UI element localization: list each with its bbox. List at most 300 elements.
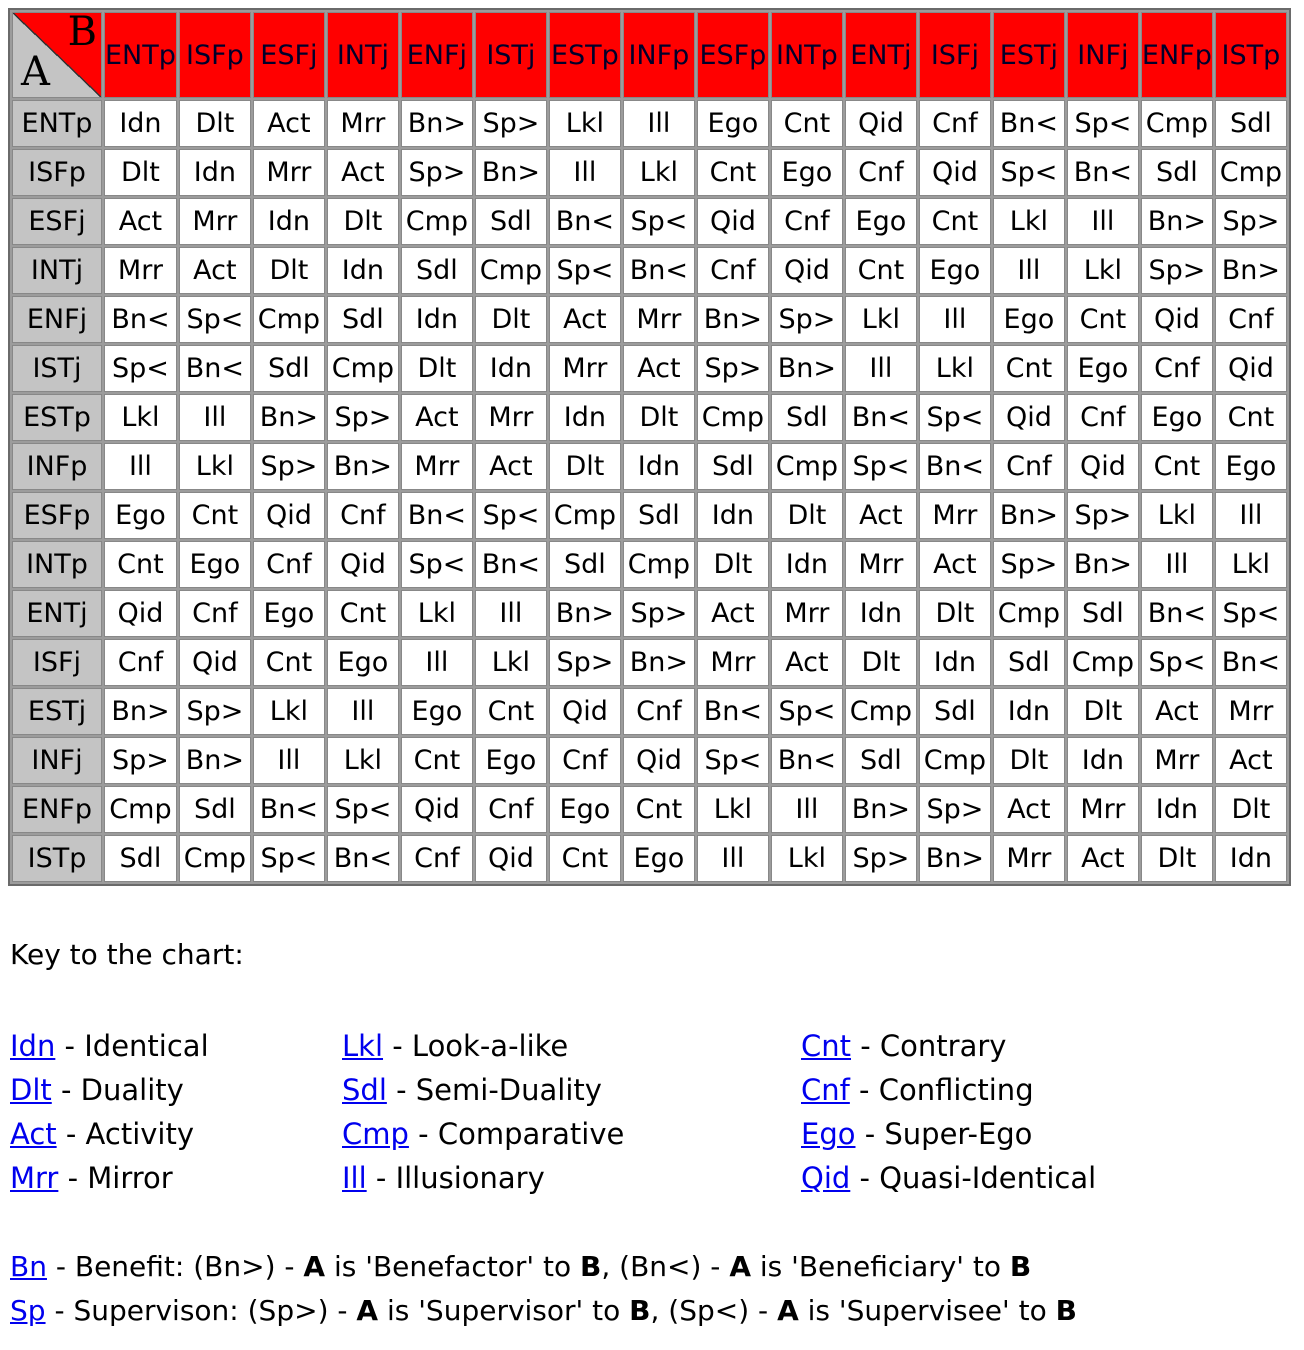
- key-link-sdl[interactable]: Sdl: [342, 1073, 387, 1107]
- note-text: - Supervison: (Sp>) -: [45, 1294, 357, 1327]
- relation-cell: Lkl: [1215, 541, 1287, 588]
- key-link-bn[interactable]: Bn: [10, 1250, 47, 1283]
- relation-cell: Sdl: [549, 541, 621, 588]
- relation-cell: Act: [327, 149, 399, 196]
- key-description: - Identical: [55, 1029, 209, 1063]
- role-letter: B: [1055, 1294, 1077, 1327]
- relation-cell: Sp>: [179, 688, 251, 735]
- relation-cell: Bn<: [845, 394, 917, 441]
- relation-cell: Mrr: [993, 835, 1065, 882]
- relation-cell: Qid: [623, 737, 695, 784]
- relation-cell: Cnf: [993, 443, 1065, 490]
- relation-cell: Lkl: [623, 149, 695, 196]
- relation-cell: Lkl: [919, 345, 991, 392]
- relation-cell: Bn>: [104, 688, 177, 735]
- relation-cell: Sp>: [919, 786, 991, 833]
- relation-cell: Bn>: [1215, 247, 1287, 294]
- relation-cell: Act: [993, 786, 1065, 833]
- relation-cell: Bn<: [253, 786, 325, 833]
- relation-cell: Cnf: [401, 835, 473, 882]
- relation-cell: Cnt: [179, 492, 251, 539]
- relation-cell: Sp>: [623, 590, 695, 637]
- column-header-row: [12, 12, 1287, 98]
- relation-cell: Sp<: [253, 835, 325, 882]
- relation-cell: Cnt: [697, 149, 769, 196]
- row-header-isfj: ISFj: [12, 639, 102, 686]
- relation-cell: Lkl: [549, 100, 621, 147]
- relation-cell: Sdl: [104, 835, 177, 882]
- relation-cell: Sp<: [475, 492, 547, 539]
- relation-cell: Idn: [993, 688, 1065, 735]
- relation-cell: Bn>: [475, 149, 547, 196]
- relation-cell: Ill: [1141, 541, 1213, 588]
- relation-cell: Lkl: [253, 688, 325, 735]
- table-row: [12, 786, 1287, 833]
- table-row: [12, 443, 1287, 490]
- relation-cell: Sp<: [401, 541, 473, 588]
- relation-cell: Cnt: [475, 688, 547, 735]
- relation-cell: Sp>: [845, 835, 917, 882]
- relation-cell: Sp>: [475, 100, 547, 147]
- relation-cell: Dlt: [845, 639, 917, 686]
- relation-cell: Cnf: [771, 198, 843, 245]
- column-header-isfj: ISFj: [919, 12, 991, 98]
- row-header-entj: ENTj: [12, 590, 102, 637]
- relation-cell: Ill: [179, 394, 251, 441]
- relation-cell: Idn: [327, 247, 399, 294]
- relation-cell: Dlt: [179, 100, 251, 147]
- relation-cell: Sdl: [919, 688, 991, 735]
- relation-cell: Ill: [549, 149, 621, 196]
- relation-cell: Bn>: [179, 737, 251, 784]
- key-link-mrr[interactable]: Mrr: [10, 1161, 59, 1195]
- key-link-qid[interactable]: Qid: [801, 1161, 851, 1195]
- relation-cell: Qid: [1067, 443, 1139, 490]
- column-header-estj: ESTj: [993, 12, 1065, 98]
- relation-cell: Qid: [327, 541, 399, 588]
- column-header-entp: ENTp: [104, 12, 177, 98]
- relation-cell: Sdl: [697, 443, 769, 490]
- relation-cell: Cnt: [919, 198, 991, 245]
- relation-cell: Qid: [1141, 296, 1213, 343]
- relation-cell: Act: [919, 541, 991, 588]
- relation-cell: Dlt: [549, 443, 621, 490]
- relation-cell: Cnt: [771, 100, 843, 147]
- relation-cell: Ego: [179, 541, 251, 588]
- relation-cell: Ego: [401, 688, 473, 735]
- table-row: [12, 737, 1287, 784]
- relation-cell: Ill: [993, 247, 1065, 294]
- key-description: - Illusionary: [366, 1161, 545, 1195]
- relation-cell: Sdl: [253, 345, 325, 392]
- relation-cell: Sdl: [993, 639, 1065, 686]
- relation-cell: Sp<: [993, 149, 1065, 196]
- key-link-cmp[interactable]: Cmp: [342, 1117, 409, 1151]
- relation-cell: Ill: [327, 688, 399, 735]
- relation-cell: Cnt: [253, 639, 325, 686]
- relation-cell: Ego: [919, 247, 991, 294]
- relation-cell: Idn: [845, 590, 917, 637]
- key-item: [342, 1068, 624, 1112]
- key-link-idn[interactable]: Idn: [10, 1029, 56, 1063]
- relation-cell: Cmp: [549, 492, 621, 539]
- relation-cell: Qid: [104, 590, 177, 637]
- key-item: [801, 1024, 1096, 1068]
- relation-cell: Cnf: [253, 541, 325, 588]
- relation-cell: Mrr: [401, 443, 473, 490]
- relation-cell: Bn<: [697, 688, 769, 735]
- relation-cell: Dlt: [253, 247, 325, 294]
- note-text: is 'Benefactor' to: [325, 1250, 580, 1283]
- corner-label-b: B: [67, 12, 97, 55]
- relation-cell: Sp>: [1067, 492, 1139, 539]
- key-item: [342, 1024, 624, 1068]
- relation-cell: Act: [179, 247, 251, 294]
- table-row: [12, 639, 1287, 686]
- relation-cell: Cmp: [771, 443, 843, 490]
- relation-cell: Ego: [1215, 443, 1287, 490]
- relation-cell: Sp<: [623, 198, 695, 245]
- relation-cell: Cmp: [1067, 639, 1139, 686]
- relation-cell: Qid: [549, 688, 621, 735]
- key-description: - Mirror: [58, 1161, 173, 1195]
- relation-cell: Cmp: [845, 688, 917, 735]
- note-text: is 'Beneficiary' to: [750, 1250, 1010, 1283]
- row-header-enfp: ENFp: [12, 786, 102, 833]
- relation-cell: Ego: [104, 492, 177, 539]
- relation-cell: Qid: [1215, 345, 1287, 392]
- relation-cell: Act: [623, 345, 695, 392]
- relation-cell: Mrr: [179, 198, 251, 245]
- relation-cell: Act: [475, 443, 547, 490]
- relation-cell: Sp>: [401, 149, 473, 196]
- relation-cell: Cnf: [1067, 394, 1139, 441]
- relation-cell: Sp<: [549, 247, 621, 294]
- relation-cell: Cnf: [919, 100, 991, 147]
- key-item: [801, 1156, 1096, 1200]
- note-text: , (Sp<) -: [650, 1294, 778, 1327]
- relation-cell: Lkl: [327, 737, 399, 784]
- note-text: is 'Supervisor' to: [378, 1294, 630, 1327]
- table-row: [12, 198, 1287, 245]
- key-description: - Super-Ego: [855, 1117, 1033, 1151]
- relation-cell: Sp<: [1215, 590, 1287, 637]
- relation-cell: Act: [549, 296, 621, 343]
- key-link-sp[interactable]: Sp: [10, 1294, 46, 1327]
- column-header-esfj: ESFj: [253, 12, 325, 98]
- relation-cell: Cmp: [104, 786, 177, 833]
- relation-cell: Lkl: [697, 786, 769, 833]
- relation-cell: Cnt: [104, 541, 177, 588]
- column-header-istp: ISTp: [1215, 12, 1287, 98]
- relation-cell: Dlt: [1141, 835, 1213, 882]
- column-header-infj: INFj: [1067, 12, 1139, 98]
- relation-cell: Ill: [919, 296, 991, 343]
- key-item: [801, 1112, 1096, 1156]
- relation-cell: Sp<: [919, 394, 991, 441]
- row-header-isfp: ISFp: [12, 149, 102, 196]
- relation-cell: Bn>: [253, 394, 325, 441]
- relation-cell: Lkl: [1141, 492, 1213, 539]
- relation-cell: Sp>: [771, 296, 843, 343]
- relation-cell: Idn: [697, 492, 769, 539]
- relation-cell: Idn: [623, 443, 695, 490]
- key-item: [342, 1156, 624, 1200]
- table-row: [12, 100, 1287, 147]
- relation-cell: Dlt: [919, 590, 991, 637]
- note-text: is 'Supervisee' to: [798, 1294, 1056, 1327]
- relation-cell: Cnf: [1215, 296, 1287, 343]
- column-header-estp: ESTp: [549, 12, 621, 98]
- benefit-note: [10, 1250, 1031, 1283]
- relation-cell: Bn>: [845, 786, 917, 833]
- relation-cell: Idn: [1215, 835, 1287, 882]
- relation-cell: Dlt: [1067, 688, 1139, 735]
- relation-cell: Mrr: [623, 296, 695, 343]
- relation-cell: Bn>: [771, 345, 843, 392]
- row-header-esfp: ESFp: [12, 492, 102, 539]
- role-letter: B: [580, 1250, 602, 1283]
- row-header-istp: ISTp: [12, 835, 102, 882]
- corner-label-a: A: [21, 49, 50, 95]
- relation-cell: Sp>: [1215, 198, 1287, 245]
- key-item: [10, 1024, 209, 1068]
- relation-cell: Cmp: [401, 198, 473, 245]
- relation-cell: Sp<: [697, 737, 769, 784]
- relation-cell: Ill: [845, 345, 917, 392]
- relation-cell: Qid: [253, 492, 325, 539]
- relation-cell: Bn<: [993, 100, 1065, 147]
- relation-cell: Ego: [1067, 345, 1139, 392]
- relation-cell: Lkl: [401, 590, 473, 637]
- relation-cell: Sdl: [401, 247, 473, 294]
- role-letter: B: [629, 1294, 651, 1327]
- row-header-enfj: ENFj: [12, 296, 102, 343]
- relation-cell: Ego: [475, 737, 547, 784]
- relation-cell: Act: [104, 198, 177, 245]
- relation-cell: Cnf: [623, 688, 695, 735]
- relation-cell: Sdl: [1215, 100, 1287, 147]
- relation-cell: Mrr: [1215, 688, 1287, 735]
- key-item: [342, 1112, 624, 1156]
- table-row: [12, 541, 1287, 588]
- relation-cell: Ego: [845, 198, 917, 245]
- relation-cell: Cmp: [253, 296, 325, 343]
- relation-cell: Sp>: [697, 345, 769, 392]
- column-header-isfp: ISFp: [179, 12, 251, 98]
- relation-cell: Bn>: [327, 443, 399, 490]
- relation-cell: Ill: [104, 443, 177, 490]
- column-header-intj: INTj: [327, 12, 399, 98]
- relations-chart: [8, 8, 1291, 886]
- row-header-estj: ESTj: [12, 688, 102, 735]
- relation-cell: Cnf: [475, 786, 547, 833]
- relation-cell: Bn>: [1141, 198, 1213, 245]
- relation-cell: Idn: [1067, 737, 1139, 784]
- relation-cell: Lkl: [993, 198, 1065, 245]
- relation-cell: Bn<: [1141, 590, 1213, 637]
- relation-cell: Sp<: [845, 443, 917, 490]
- relation-cell: Bn<: [919, 443, 991, 490]
- relation-cell: Bn<: [475, 541, 547, 588]
- key-link-ego[interactable]: Ego: [801, 1117, 856, 1151]
- relation-cell: Cnt: [327, 590, 399, 637]
- relation-cell: Mrr: [1067, 786, 1139, 833]
- relation-cell: Sp<: [1067, 100, 1139, 147]
- column-header-entj: ENTj: [845, 12, 917, 98]
- relation-cell: Idn: [475, 345, 547, 392]
- relation-cell: Mrr: [253, 149, 325, 196]
- note-text: , (Bn<) -: [601, 1250, 730, 1283]
- key-item: [10, 1112, 209, 1156]
- relation-cell: Sp<: [104, 345, 177, 392]
- relation-cell: Sp>: [549, 639, 621, 686]
- relation-cell: Sp>: [327, 394, 399, 441]
- relation-cell: Cnf: [327, 492, 399, 539]
- key-item: [801, 1068, 1096, 1112]
- relation-cell: Ego: [623, 835, 695, 882]
- relation-cell: Bn<: [1067, 149, 1139, 196]
- relation-cell: Idn: [253, 198, 325, 245]
- relation-cell: Cmp: [623, 541, 695, 588]
- relation-cell: Act: [771, 639, 843, 686]
- chart-body: [12, 100, 1287, 882]
- relation-cell: Bn>: [401, 100, 473, 147]
- key-link-cnf[interactable]: Cnf: [801, 1073, 850, 1107]
- relation-cell: Bn<: [401, 492, 473, 539]
- relation-cell: Sp>: [1141, 247, 1213, 294]
- row-header-estp: ESTp: [12, 394, 102, 441]
- relation-cell: Dlt: [401, 345, 473, 392]
- relation-cell: Mrr: [549, 345, 621, 392]
- key-link-act[interactable]: Act: [10, 1117, 57, 1151]
- relation-cell: Ill: [697, 835, 769, 882]
- relation-cell: Sp<: [327, 786, 399, 833]
- relation-cell: Dlt: [771, 492, 843, 539]
- relation-cell: Mrr: [697, 639, 769, 686]
- relation-cell: Sdl: [475, 198, 547, 245]
- role-letter: A: [303, 1250, 326, 1283]
- relation-cell: Sp<: [771, 688, 843, 735]
- relation-cell: Sp<: [179, 296, 251, 343]
- supervision-note: [10, 1294, 1077, 1327]
- relation-cell: Cnf: [104, 639, 177, 686]
- row-header-intp: INTp: [12, 541, 102, 588]
- relation-cell: Cmp: [475, 247, 547, 294]
- relation-cell: Qid: [697, 198, 769, 245]
- relation-cell: Sp<: [1141, 639, 1213, 686]
- column-header-infp: INFp: [623, 12, 695, 98]
- relation-cell: Bn>: [697, 296, 769, 343]
- relation-cell: Lkl: [771, 835, 843, 882]
- relation-cell: Act: [1141, 688, 1213, 735]
- relation-cell: Dlt: [993, 737, 1065, 784]
- relation-cell: Cnt: [1141, 443, 1213, 490]
- key-link-ill[interactable]: Ill: [342, 1161, 367, 1195]
- relation-cell: Qid: [475, 835, 547, 882]
- relation-cell: Dlt: [104, 149, 177, 196]
- relation-cell: Cnt: [549, 835, 621, 882]
- key-column-3: [801, 1024, 1096, 1200]
- relation-cell: Idn: [1141, 786, 1213, 833]
- relation-cell: Mrr: [771, 590, 843, 637]
- relation-cell: Bn>: [993, 492, 1065, 539]
- relation-cell: Qid: [179, 639, 251, 686]
- relation-cell: Ill: [771, 786, 843, 833]
- key-item: [10, 1156, 209, 1200]
- relation-cell: Act: [401, 394, 473, 441]
- table-row: [12, 247, 1287, 294]
- table-row: [12, 688, 1287, 735]
- relation-cell: Sp>: [253, 443, 325, 490]
- column-header-intp: INTp: [771, 12, 843, 98]
- relation-cell: Lkl: [475, 639, 547, 686]
- relation-cell: Act: [1215, 737, 1287, 784]
- row-header-entp: ENTp: [12, 100, 102, 147]
- relation-cell: Bn<: [1215, 639, 1287, 686]
- key-description: - Comparative: [408, 1117, 625, 1151]
- relation-cell: Qid: [993, 394, 1065, 441]
- key-link-dlt[interactable]: Dlt: [10, 1073, 52, 1107]
- relation-cell: Cmp: [327, 345, 399, 392]
- key-item: [10, 1068, 209, 1112]
- relation-cell: Cmp: [919, 737, 991, 784]
- key-link-cnt[interactable]: Cnt: [801, 1029, 851, 1063]
- relation-cell: Lkl: [179, 443, 251, 490]
- relation-cell: Cmp: [1141, 100, 1213, 147]
- relation-cell: Mrr: [919, 492, 991, 539]
- relation-cell: Cnf: [1141, 345, 1213, 392]
- relation-cell: Idn: [771, 541, 843, 588]
- relation-cell: Bn<: [327, 835, 399, 882]
- relation-cell: Sdl: [771, 394, 843, 441]
- relation-cell: Ego: [253, 590, 325, 637]
- column-header-enfp: ENFp: [1141, 12, 1213, 98]
- note-text: - Benefit: (Bn>) -: [46, 1250, 304, 1283]
- key-column-2: [342, 1024, 624, 1200]
- row-header-infp: INFp: [12, 443, 102, 490]
- relation-cell: Ill: [1067, 198, 1139, 245]
- relation-cell: Ill: [623, 100, 695, 147]
- relation-cell: Cnt: [1215, 394, 1287, 441]
- corner-cell: [12, 12, 102, 98]
- table-row: [12, 394, 1287, 441]
- table-row: [12, 345, 1287, 392]
- relation-cell: Dlt: [623, 394, 695, 441]
- role-letter: A: [729, 1250, 751, 1283]
- relation-cell: Mrr: [1141, 737, 1213, 784]
- relation-cell: Cnt: [1067, 296, 1139, 343]
- column-header-istj: ISTj: [475, 12, 547, 98]
- relation-cell: Sdl: [845, 737, 917, 784]
- column-header-esfp: ESFp: [697, 12, 769, 98]
- relation-cell: Ego: [697, 100, 769, 147]
- key-link-lkl[interactable]: Lkl: [342, 1029, 384, 1063]
- key-description: - Contrary: [851, 1029, 1007, 1063]
- table-row: [12, 590, 1287, 637]
- key-description: - Activity: [56, 1117, 195, 1151]
- key-description: - Semi-Duality: [386, 1073, 602, 1107]
- key-description: - Quasi-Identical: [850, 1161, 1097, 1195]
- relation-cell: Sdl: [327, 296, 399, 343]
- relation-cell: Qid: [845, 100, 917, 147]
- column-header-enfj: ENFj: [401, 12, 473, 98]
- relation-cell: Dlt: [697, 541, 769, 588]
- relation-cell: Ego: [549, 786, 621, 833]
- relation-cell: Sdl: [1141, 149, 1213, 196]
- relation-cell: Cnf: [845, 149, 917, 196]
- relation-cell: Mrr: [104, 247, 177, 294]
